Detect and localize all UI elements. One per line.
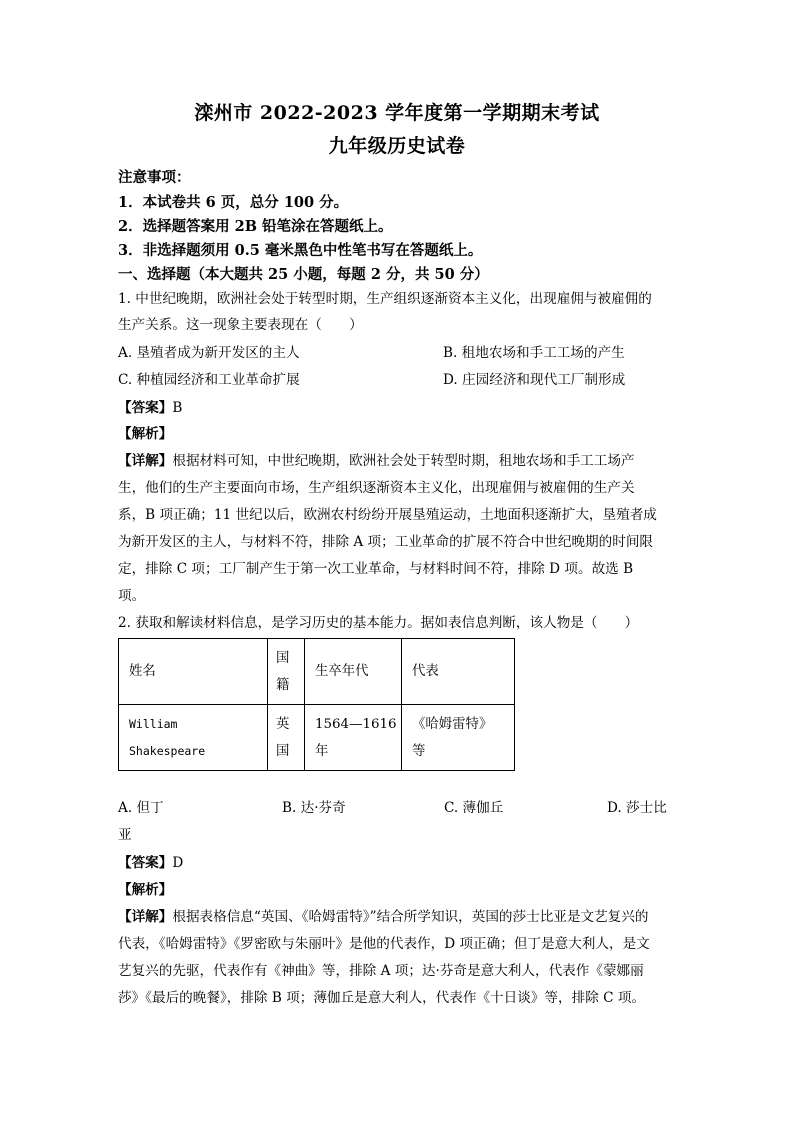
- q2-detail-line: 莎》《最后的晚餐》，排除 B 项；薄伽丘是意大利人，代表作《十日谈》等，排除 C 项。: [118, 990, 646, 1006]
- q1-detail-line: 项。: [118, 588, 146, 604]
- table-header-name: 姓名: [119, 639, 268, 705]
- q2-option-b: B. 达·芬奇: [282, 800, 346, 816]
- notice-item: 2．选择题答案用 2B 铅笔涂在答题纸上。: [118, 218, 393, 235]
- q2-option-d: D. 莎士比: [607, 800, 667, 816]
- detail-tag: 【详解】: [118, 909, 173, 925]
- q2-option-c: C. 薄伽丘: [444, 800, 504, 816]
- q1-detail-line: 为新开发区的主人，与材料不符，排除 A 项；工业革命的扩展不符合中世纪晚期的时间限: [118, 534, 654, 550]
- cell-text: 等: [412, 743, 426, 759]
- cell-text: 国: [276, 743, 290, 759]
- cell-text: 1564—1616: [315, 716, 397, 732]
- q1-option-c: C. 种植园经济和工业革命扩展: [118, 372, 300, 388]
- q2-detail-line: 代表，《哈姆雷特》《罗密欧与朱丽叶》是他的代表作，D 项正确；但丁是意大利人，是文: [118, 936, 650, 952]
- cell-text: William: [129, 716, 178, 731]
- answer-value: B: [172, 400, 183, 416]
- answer-tag: 【答案】: [118, 400, 173, 416]
- q1-option-a: A. 垦殖者成为新开发区的主人: [118, 345, 300, 361]
- q1-detail-line: 系，B 项正确；11 世纪以后，欧洲农村纷纷开展垦殖运动，土地面积逐渐扩大，垦殖者成: [118, 507, 657, 523]
- q2-stem: 2. 获取和解读材料信息，是学习历史的基本能力。据如表信息判断，该人物是（ ）: [118, 615, 639, 631]
- q1-stem: 1. 中世纪晚期，欧洲社会处于转型时期，生产组织逐渐资本主义化，出现雇佣与被雇佣的: [118, 291, 652, 307]
- q1-detail-line: 生，他们的生产主要面向市场，生产组织逐渐资本主义化，出现雇佣与被雇佣的生产关: [118, 480, 635, 496]
- section-heading: 一、选择题（本大题共 25 小题，每题 2 分，共 50 分）: [118, 266, 489, 283]
- q2-option-a: A. 但丁: [118, 800, 164, 816]
- table-header-work: 代表: [402, 639, 515, 705]
- table-cell-work: [402, 705, 515, 771]
- table-cell-name: [119, 705, 268, 771]
- table-header-row: [119, 639, 515, 705]
- q1-analysis-tag: 【解析】: [118, 426, 173, 442]
- answer-tag: 【答案】: [118, 855, 173, 871]
- header-text: 国: [276, 650, 290, 666]
- q1-option-b: B. 租地农场和手工工场的产生: [443, 345, 625, 361]
- q1-detail: [118, 449, 635, 469]
- header-text: 籍: [276, 677, 290, 693]
- q2-analysis-tag: 【解析】: [118, 882, 173, 898]
- detail-tag: 【详解】: [118, 453, 173, 469]
- table-row: [119, 705, 515, 771]
- detail-text: 根据材料可知，中世纪晚期，欧洲社会处于转型时期，租地农场和手工工场产: [172, 453, 635, 469]
- page-subtitle: 九年级历史试卷: [328, 135, 466, 157]
- cell-text: 英: [276, 716, 290, 732]
- notice-heading: 注意事项：: [118, 169, 191, 186]
- q1-stem: 生产关系。这一现象主要表现在（ ）: [118, 317, 363, 333]
- q2-answer: [118, 851, 183, 871]
- detail-text: 根据表格信息“英国、《哈姆雷特》”结合所学知识，英国的莎士比亚是文艺复兴的: [172, 909, 649, 925]
- cell-text: Shakespeare: [129, 743, 206, 758]
- cell-text: 《哈姆雷特》: [412, 716, 493, 732]
- table-header-years: 生卒年代: [305, 639, 402, 705]
- q1-option-d: D. 庄园经济和现代工厂制形成: [443, 372, 626, 388]
- notice-item: 3．非选择题须用 0.5 毫米黑色中性笔书写在答题纸上。: [118, 242, 483, 259]
- q1-detail-line: 定，排除 C 项；工厂制产生于第一次工业革命，与材料时间不符，排除 D 项。故选 B: [118, 561, 634, 577]
- table-cell-nation: [268, 705, 305, 771]
- cell-text: 年: [315, 743, 329, 759]
- info-table: [118, 638, 515, 771]
- q2-option-d-wrap: 亚: [118, 827, 132, 843]
- q2-detail: [118, 905, 648, 925]
- q2-detail-line: 艺复兴的先驱，代表作有《神曲》等，排除 A 项；达·芬奇是意大利人，代表作《蒙娜丽: [118, 963, 644, 979]
- notice-item: 1．本试卷共 6 页，总分 100 分。: [118, 194, 349, 211]
- table-cell-years: [305, 705, 402, 771]
- q1-answer: [118, 396, 182, 416]
- answer-value: D: [172, 855, 184, 871]
- table-header-nation: [268, 639, 305, 705]
- page-title: 滦州市 2022-2023 学年度第一学期期末考试: [194, 102, 600, 124]
